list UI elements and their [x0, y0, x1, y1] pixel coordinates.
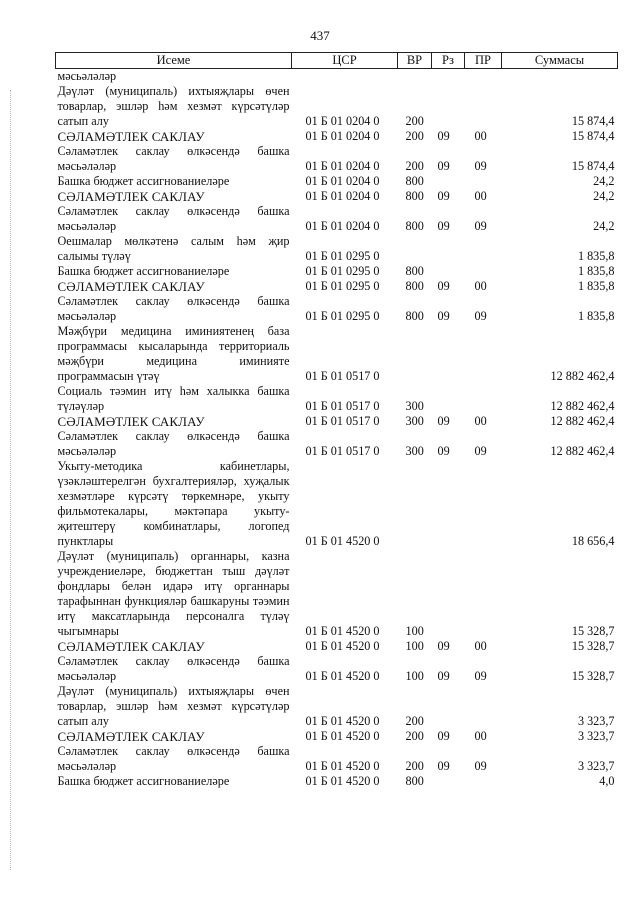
cell-name: Укыту-методика кабинетлары, үзәкләштерелгән бухгалтерияләр, хуҗалык хезмәтләре күрсәтү төркемнәре, укыту фильмотекалары, мәктәпара укыту-җитештерү комбинатлары, логопед пунктлары: [57, 459, 290, 548]
cell-rz: 09: [437, 189, 450, 203]
cell-sum: 15 328,7: [571, 639, 615, 653]
table-row: [56, 654, 618, 684]
cell-sum: 24,2: [593, 174, 615, 188]
cell-rz: [432, 324, 465, 384]
cell-sum: 3 323,7: [577, 729, 615, 743]
header-vr: ВР: [398, 53, 432, 69]
cell-rz: [432, 84, 465, 129]
cell-rz: [432, 234, 465, 264]
cell-vr: 100: [405, 639, 424, 653]
cell-name: Дәүләт (муниципаль) органнары, казна учреждениеләре, бюджеттан тыш дәүләт фондлары белән идарә итү органнары тарафыннан функцияләр башкаруны тәэмин итү максатларында персоналга түләү чыгымнары: [57, 549, 290, 638]
cell-csr: 01 Б 01 0204 0: [305, 189, 380, 203]
cell-pr: 00: [474, 189, 487, 203]
cell-csr: 01 Б 01 0204 0: [305, 129, 380, 143]
cell-csr: 01 Б 01 4520 0: [305, 624, 380, 638]
cell-sum: 3 323,7: [577, 759, 615, 773]
cell-csr: 01 Б 01 0517 0: [305, 369, 380, 383]
table-row: [56, 384, 618, 414]
cell-vr: 800: [405, 264, 424, 278]
cell-name: Сәламәтлек саклау өлкәсендә башка мәсьәләләр: [57, 744, 290, 773]
cell-name: Социаль тәэмин итү һәм халыкка башка түләүләр: [57, 384, 290, 413]
cell-rz: [432, 774, 465, 789]
cell-pr: 09: [474, 759, 487, 773]
cell-csr: 01 Б 01 4520 0: [305, 759, 380, 773]
cell-vr: 800: [405, 189, 424, 203]
cell-pr: 00: [474, 129, 487, 143]
cell-vr: 200: [405, 714, 424, 728]
table-row: [56, 639, 618, 654]
cell-sum: 4,0: [599, 774, 615, 788]
cell-csr: 01 Б 01 0295 0: [305, 279, 380, 293]
cell-sum: 15 328,7: [571, 624, 615, 638]
cell-name: СӘЛАМӘТЛЕК САКЛАУ: [57, 729, 205, 744]
cell-name: Сәламәтлек саклау өлкәсендә башка мәсьәләләр: [57, 654, 290, 683]
cell-name: Сәламәтлек саклау өлкәсендә башка мәсьәләләр: [57, 429, 290, 458]
cell-sum: [502, 69, 618, 85]
cell-csr: 01 Б 01 4520 0: [305, 669, 380, 683]
table-row: [56, 549, 618, 639]
cell-rz: [432, 69, 465, 85]
cell-rz: 09: [437, 639, 450, 653]
table-row: [56, 144, 618, 174]
cell-pr: 09: [474, 444, 487, 458]
cell-pr: [465, 549, 502, 639]
cell-pr: [465, 69, 502, 85]
cell-csr: 01 Б 01 4520 0: [305, 714, 380, 728]
header-pr: ПР: [465, 53, 502, 69]
cell-sum: 15 874,4: [571, 129, 615, 143]
cell-vr: 200: [405, 729, 424, 743]
table-row: [56, 84, 618, 129]
cell-csr: 01 Б 01 0517 0: [305, 399, 380, 413]
cell-vr: 300: [405, 399, 424, 413]
cell-sum: 1 835,8: [577, 264, 615, 278]
cell-rz: 09: [437, 219, 450, 233]
cell-vr: 800: [405, 174, 424, 188]
table-row: [56, 264, 618, 279]
cell-pr: [465, 384, 502, 414]
cell-name: Сәламәтлек саклау өлкәсендә башка мәсьәләләр: [57, 294, 290, 323]
cell-csr: 01 Б 01 0204 0: [305, 114, 380, 128]
cell-csr: 01 Б 01 0517 0: [305, 444, 380, 458]
cell-sum: 24,2: [593, 219, 615, 233]
page-number: 437: [310, 28, 330, 43]
cell-csr: [292, 69, 398, 85]
cell-pr: 09: [474, 669, 487, 683]
cell-pr: [465, 84, 502, 129]
cell-name: Башка бюджет ассигнованиеләре: [57, 264, 230, 278]
cell-sum: 18 656,4: [571, 534, 615, 548]
cell-pr: 00: [474, 414, 487, 428]
cell-pr: 09: [474, 309, 487, 323]
cell-rz: 09: [437, 414, 450, 428]
cell-vr: 200: [405, 114, 424, 128]
cell-csr: 01 Б 01 0517 0: [305, 414, 380, 428]
table-body: [56, 69, 618, 790]
header-csr: ЦСР: [292, 53, 398, 69]
cell-vr: 300: [405, 444, 424, 458]
scan-edge-dots: [10, 90, 12, 870]
cell-csr: 01 Б 01 0204 0: [305, 159, 380, 173]
cell-sum: 15 874,4: [571, 114, 615, 128]
cell-vr: 100: [405, 669, 424, 683]
table-row: [56, 294, 618, 324]
cell-vr: 200: [405, 159, 424, 173]
cell-vr: 300: [405, 414, 424, 428]
cell-rz: 09: [437, 129, 450, 143]
cell-name: Башка бюджет ассигнованиеләре: [57, 174, 230, 188]
cell-vr: 800: [405, 309, 424, 323]
table-row: [56, 729, 618, 744]
cell-name: СӘЛАМӘТЛЕК САКЛАУ: [57, 129, 205, 144]
cell-rz: 09: [437, 759, 450, 773]
table-row: [56, 744, 618, 774]
cell-pr: 09: [474, 219, 487, 233]
cell-pr: 00: [474, 729, 487, 743]
cell-vr: 800: [405, 219, 424, 233]
cell-pr: 09: [474, 159, 487, 173]
table-row: [56, 459, 618, 549]
cell-rz: [432, 174, 465, 189]
cell-csr: 01 Б 01 0295 0: [305, 249, 380, 263]
cell-csr: 01 Б 01 4520 0: [305, 729, 380, 743]
cell-vr: 800: [405, 774, 424, 788]
cell-name: Оешмалар мөлкәтенә салым һәм җир салымы түләү: [57, 234, 290, 263]
cell-rz: 09: [437, 669, 450, 683]
cell-csr: 01 Б 01 4520 0: [305, 534, 380, 548]
cell-vr: 800: [405, 279, 424, 293]
table-row: [56, 234, 618, 264]
cell-name: мәсьәләләр: [57, 69, 117, 83]
cell-vr: [398, 234, 432, 264]
cell-sum: 1 835,8: [577, 279, 615, 293]
cell-vr: [398, 69, 432, 85]
table-row: [56, 189, 618, 204]
cell-sum: 12 882 462,4: [550, 444, 615, 458]
cell-rz: 09: [437, 444, 450, 458]
header-name: Исеме: [56, 53, 292, 69]
cell-sum: 3 323,7: [577, 714, 615, 728]
table-row: [56, 414, 618, 429]
cell-name: СӘЛАМӘТЛЕК САКЛАУ: [57, 639, 205, 654]
cell-sum: 12 882 462,4: [550, 414, 615, 428]
cell-name: СӘЛАМӘТЛЕК САКЛАУ: [57, 279, 205, 294]
cell-name: Башка бюджет ассигнованиеләре: [57, 774, 230, 788]
header-rz: Рз: [432, 53, 465, 69]
cell-rz: [432, 264, 465, 279]
cell-rz: 09: [437, 279, 450, 293]
cell-pr: [465, 234, 502, 264]
cell-rz: 09: [437, 159, 450, 173]
cell-vr: [398, 459, 432, 549]
budget-table: [55, 52, 618, 789]
table-row: [56, 684, 618, 729]
cell-pr: [465, 459, 502, 549]
cell-pr: 00: [474, 279, 487, 293]
cell-csr: 01 Б 01 4520 0: [305, 639, 380, 653]
table-row: [56, 429, 618, 459]
cell-csr: 01 Б 01 4520 0: [305, 774, 380, 788]
cell-sum: 1 835,8: [577, 309, 615, 323]
cell-vr: 200: [405, 129, 424, 143]
cell-sum: 15 874,4: [571, 159, 615, 173]
cell-sum: 15 328,7: [571, 669, 615, 683]
cell-name: Сәламәтлек саклау өлкәсендә башка мәсьәләләр: [57, 144, 290, 173]
cell-vr: 100: [405, 624, 424, 638]
cell-pr: [465, 174, 502, 189]
table-row: [56, 324, 618, 384]
table-row: [56, 204, 618, 234]
cell-sum: 1 835,8: [577, 249, 615, 263]
cell-csr: 01 Б 01 0295 0: [305, 309, 380, 323]
cell-pr: [465, 264, 502, 279]
cell-name: Дәүләт (муниципаль) ихтыяҗлары өчен товарлар, эшләр һәм хезмәт күрсәтүләр сатып алу: [57, 684, 290, 728]
cell-name: СӘЛАМӘТЛЕК САКЛАУ: [57, 189, 205, 204]
cell-rz: [432, 684, 465, 729]
cell-pr: [465, 684, 502, 729]
cell-rz: 09: [437, 729, 450, 743]
cell-sum: 12 882 462,4: [550, 369, 615, 383]
table-header-row: [56, 53, 618, 69]
table-row: [56, 279, 618, 294]
table-row: [56, 174, 618, 189]
cell-pr: 00: [474, 639, 487, 653]
cell-name: Мәҗбүри медицина иминиятенең база программасы кысаларында территориаль мәҗбүри медицина иминияте программасын үтәү: [57, 324, 290, 383]
cell-rz: [432, 384, 465, 414]
cell-name: СӘЛАМӘТЛЕК САКЛАУ: [57, 414, 205, 429]
table-row: [56, 69, 618, 85]
cell-sum: 24,2: [593, 189, 615, 203]
table-header: [56, 53, 618, 69]
cell-vr: 200: [405, 759, 424, 773]
cell-csr: 01 Б 01 0204 0: [305, 174, 380, 188]
cell-vr: [398, 324, 432, 384]
cell-rz: [432, 459, 465, 549]
cell-csr: 01 Б 01 0204 0: [305, 219, 380, 233]
cell-rz: [432, 549, 465, 639]
cell-pr: [465, 774, 502, 789]
table-row: [56, 129, 618, 144]
cell-name: Дәүләт (муниципаль) ихтыяҗлары өчен товарлар, эшләр һәм хезмәт күрсәтүләр сатып алу: [57, 84, 290, 128]
cell-csr: 01 Б 01 0295 0: [305, 264, 380, 278]
cell-pr: [465, 324, 502, 384]
cell-rz: 09: [437, 309, 450, 323]
cell-name: Сәламәтлек саклау өлкәсендә башка мәсьәләләр: [57, 204, 290, 233]
cell-sum: 12 882 462,4: [550, 399, 615, 413]
table-row: [56, 774, 618, 789]
header-sum: Суммасы: [502, 53, 618, 69]
